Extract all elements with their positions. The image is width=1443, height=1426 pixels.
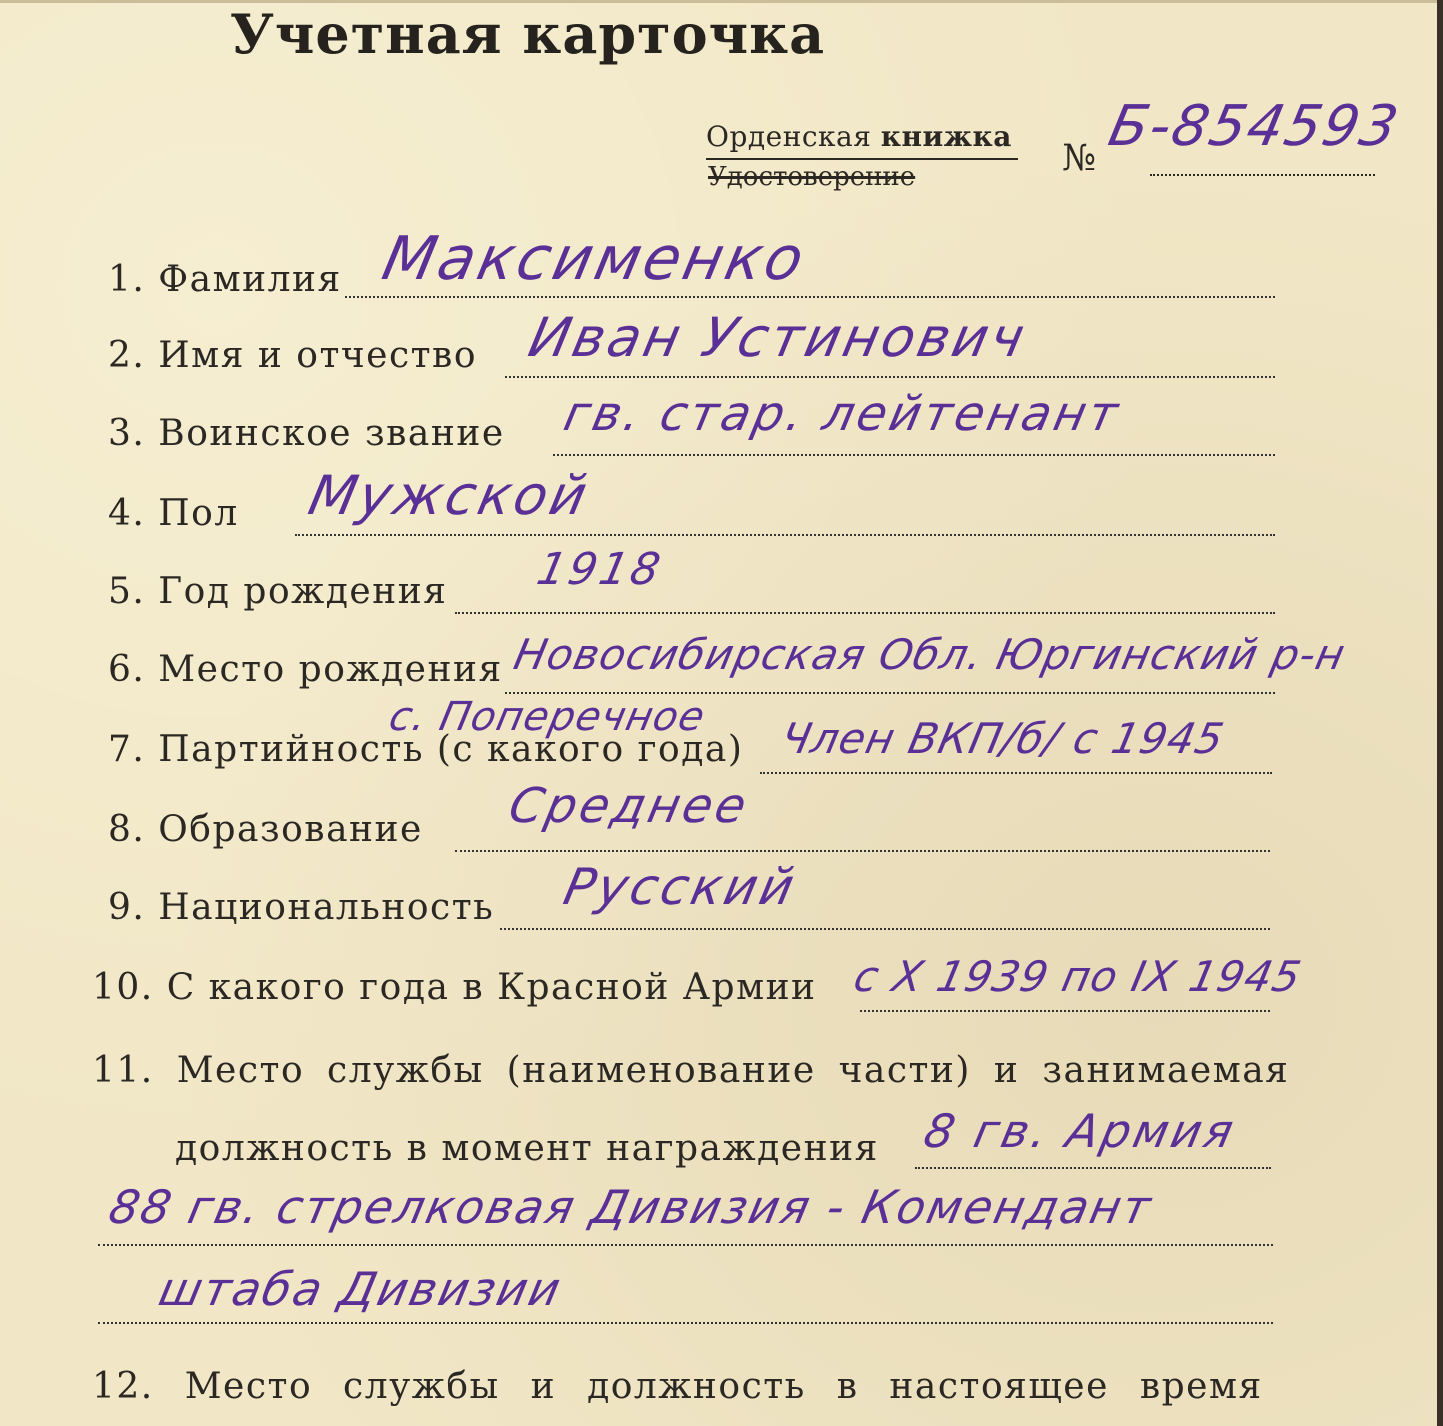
field-red-army-since bbox=[0, 932, 1443, 1012]
field-value-line1: 8 гв. Армия bbox=[919, 1104, 1242, 1158]
field-label: 6. Место рождения bbox=[108, 649, 503, 690]
field-label: 2. Имя и отчество bbox=[108, 335, 477, 376]
field-value-line2: 88 гв. стрелковая Дивизия - Комендант bbox=[104, 1180, 1158, 1234]
field-value-line3: штаба Дивизии bbox=[154, 1262, 568, 1316]
field-line-2 bbox=[98, 1244, 1273, 1246]
order-book-number: Б-854593 bbox=[1103, 94, 1406, 159]
field-surname bbox=[0, 224, 1443, 304]
order-book-label-bold: книжка bbox=[880, 120, 1012, 153]
field-nationality bbox=[0, 852, 1443, 932]
field-name-patronymic bbox=[0, 300, 1443, 380]
field-value: Иван Устинович bbox=[523, 306, 1033, 369]
field-value: Максименко bbox=[376, 224, 813, 294]
field-party-membership bbox=[0, 694, 1443, 774]
field-value: 1918 bbox=[532, 544, 668, 595]
card-title: Учетная карточка bbox=[230, 2, 826, 66]
certificate-label-struck: Удостоверение bbox=[708, 162, 916, 192]
field-value: Среднее bbox=[504, 778, 755, 834]
field-line bbox=[860, 1010, 1270, 1012]
field-sex bbox=[0, 458, 1443, 538]
number-rule bbox=[1150, 174, 1375, 176]
field-education bbox=[0, 774, 1443, 854]
field-line bbox=[500, 928, 1270, 930]
field-line-3 bbox=[98, 1322, 1273, 1324]
field-line bbox=[345, 296, 1275, 298]
field-label-line2: должность в момент награждения bbox=[175, 1128, 879, 1169]
field-birth-year bbox=[0, 536, 1443, 616]
field-military-rank bbox=[0, 378, 1443, 458]
field-value: Русский bbox=[558, 858, 803, 916]
field-value: Новосибирская Обл. Юргинский р-н bbox=[509, 630, 1351, 679]
field-label: 5. Год рождения bbox=[108, 571, 448, 612]
field-label-line1: 11. Место службы (наименование части) и занимаемая bbox=[92, 1050, 1290, 1091]
field-label: 4. Пол bbox=[108, 493, 239, 534]
field-value: гв. стар. лейтенант bbox=[559, 386, 1126, 442]
field-current-service-label: 12. Место службы и должность в настоящее время bbox=[92, 1366, 1263, 1407]
field-label: 10. С какого года в Красной Армии bbox=[92, 967, 817, 1008]
field-value: Член ВКП/б/ с 1945 bbox=[776, 714, 1229, 763]
field-value: с X 1939 по IX 1945 bbox=[849, 952, 1306, 1001]
field-label: 3. Воинское звание bbox=[108, 413, 505, 454]
field-label: 7. Партийность (с какого года) bbox=[108, 729, 744, 770]
field-line bbox=[553, 454, 1275, 456]
order-book-rule bbox=[706, 158, 1018, 160]
order-book-label-regular: Орденская bbox=[706, 120, 872, 153]
field-value-line2: с. Поперечное bbox=[385, 694, 710, 740]
field-value: Мужской bbox=[303, 464, 596, 527]
field-label: 1. Фамилия bbox=[108, 259, 342, 300]
order-book-label bbox=[706, 120, 1012, 153]
field-label: 8. Образование bbox=[108, 809, 423, 850]
field-label: 9. Национальность bbox=[108, 887, 495, 928]
field-line bbox=[915, 1167, 1271, 1169]
number-sign: № bbox=[1062, 138, 1097, 179]
